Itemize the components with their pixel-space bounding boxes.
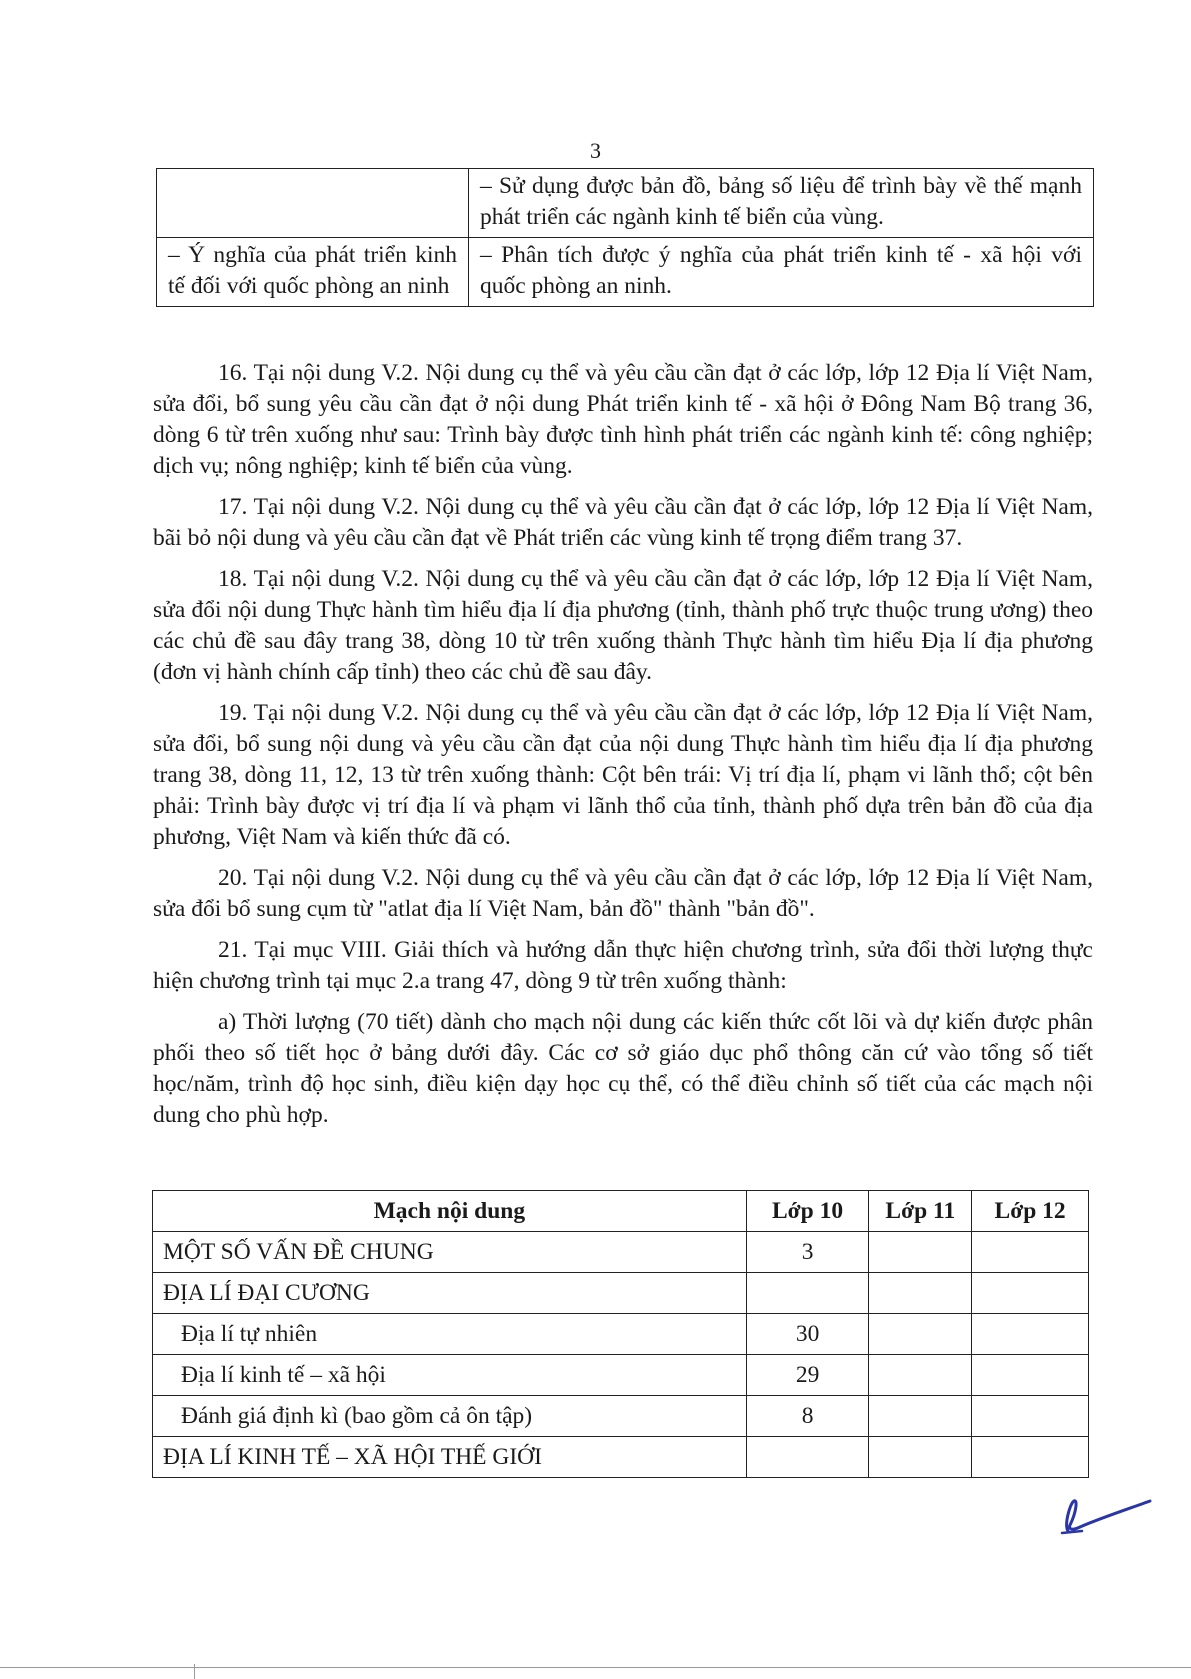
grade-11-value (869, 1355, 972, 1396)
row-label: Địa lí tự nhiên (153, 1314, 747, 1355)
row-label: ĐỊA LÍ ĐẠI CƯƠNG (153, 1273, 747, 1314)
grade-12-value (972, 1273, 1089, 1314)
header-grade-12: Lớp 12 (972, 1191, 1089, 1232)
paragraph-16: 16. Tại nội dung V.2. Nội dung cụ thể và yêu cầu cần đạt ở các lớp, lớp 12 Địa lí Việt Nam, sửa đổi, bổ sung yêu cầu cần đạt ở nội dung Phát triển kinh tế - xã hội ở Đông Nam Bộ trang 36, dòng 6 từ trên xuống như sau: Trình bày được tình hình phát triển các ngành kinh tế: công nghiệp; dịch vụ; nông nghiệp; kinh tế biển của vùng. (153, 360, 1093, 479)
table-row (157, 169, 1094, 238)
table-row (153, 1232, 1089, 1273)
requirement-cell: – Phân tích được ý nghĩa của phát triển kinh tế - xã hội với quốc phòng an ninh. (469, 238, 1094, 307)
grade-12-value (972, 1437, 1089, 1478)
grade-12-value (972, 1232, 1089, 1273)
table-header-row (153, 1191, 1089, 1232)
grade-10-value: 30 (746, 1314, 869, 1355)
grade-11-value (869, 1396, 972, 1437)
content-cell: – Ý nghĩa của phát triển kinh tế đối với quốc phòng an ninh (157, 238, 469, 307)
row-label: MỘT SỐ VẤN ĐỀ CHUNG (153, 1232, 747, 1273)
paragraph-21: 21. Tại mục VIII. Giải thích và hướng dẫn thực hiện chương trình, sửa đổi thời lượng thực hiện chương trình tại mục 2.a trang 47, dòng 9 từ trên xuống thành: (153, 937, 1093, 994)
row-label: ĐỊA LÍ KINH TẾ – XÃ HỘI THẾ GIỚI (153, 1437, 747, 1478)
grade-11-value (869, 1437, 972, 1478)
initials-signature (1058, 1495, 1153, 1535)
grade-11-value (869, 1273, 972, 1314)
paragraph-21a: a) Thời lượng (70 tiết) dành cho mạch nội dung các kiến thức cốt lõi và dự kiến được phân phối theo số tiết học ở bảng dưới đây. Các cơ sở giáo dục phổ thông căn cứ vào tổng số tiết học/năm, trình độ học sinh, điều kiện dạy học cụ thể, có thể điều chỉnh số tiết của các mạch nội dung cho phù hợp. (153, 1009, 1093, 1128)
header-content-strand: Mạch nội dung (153, 1191, 747, 1232)
grade-12-value (972, 1314, 1089, 1355)
table-row (153, 1314, 1089, 1355)
scan-edge-line (0, 1667, 1191, 1668)
grade-10-value: 3 (746, 1232, 869, 1273)
grade-12-value (972, 1396, 1089, 1437)
header-grade-10: Lớp 10 (746, 1191, 869, 1232)
table-row (153, 1273, 1089, 1314)
grade-10-value: 29 (746, 1355, 869, 1396)
grade-11-value (869, 1314, 972, 1355)
scan-edge-tick (194, 1664, 195, 1679)
requirements-table-continuation (156, 168, 1094, 307)
table-row (153, 1396, 1089, 1437)
row-label: Đánh giá định kì (bao gồm cả ôn tập) (153, 1396, 747, 1437)
paragraph-20: 20. Tại nội dung V.2. Nội dung cụ thể và yêu cầu cần đạt ở các lớp, lớp 12 Địa lí Việt Nam, sửa đổi bổ sung cụm từ "atlat địa lí Việt Nam, bản đồ" thành "bản đồ". (153, 865, 1093, 922)
grade-10-value: 8 (746, 1396, 869, 1437)
content-cell (157, 169, 469, 238)
paragraph-19: 19. Tại nội dung V.2. Nội dung cụ thể và yêu cầu cần đạt ở các lớp, lớp 12 Địa lí Việt Nam, sửa đổi, bổ sung nội dung và yêu cầu cần đạt của nội dung Thực hành tìm hiểu địa lí địa phương trang 38, dòng 11, 12, 13 từ trên xuống thành: Cột bên trái: Vị trí địa lí, phạm vi lãnh thổ; cột bên phải: Trình bày được vị trí địa lí và phạm vi lãnh thổ của tỉnh, thành phố dựa trên bản đồ của địa phương, Việt Nam và kiến thức đã có. (153, 700, 1093, 850)
page-number: 3 (590, 138, 601, 163)
table-row (157, 238, 1094, 307)
table-row (153, 1437, 1089, 1478)
grade-10-value (746, 1437, 869, 1478)
lesson-allocation-table (152, 1190, 1089, 1478)
document-body (153, 358, 1093, 1141)
row-label: Địa lí kinh tế – xã hội (153, 1355, 747, 1396)
requirement-cell: – Sử dụng được bản đồ, bảng số liệu để trình bày về thế mạnh phát triển các ngành kinh tế biển của vùng. (469, 169, 1094, 238)
header-grade-11: Lớp 11 (869, 1191, 972, 1232)
grade-12-value (972, 1355, 1089, 1396)
grade-10-value (746, 1273, 869, 1314)
grade-11-value (869, 1232, 972, 1273)
paragraph-17: 17. Tại nội dung V.2. Nội dung cụ thể và yêu cầu cần đạt ở các lớp, lớp 12 Địa lí Việt Nam, bãi bỏ nội dung và yêu cầu cần đạt về Phát triển các vùng kinh tế trọng điểm trang 37. (153, 494, 1093, 551)
table-row (153, 1355, 1089, 1396)
paragraph-18: 18. Tại nội dung V.2. Nội dung cụ thể và yêu cầu cần đạt ở các lớp, lớp 12 Địa lí Việt Nam, sửa đổi nội dung Thực hành tìm hiểu địa lí địa phương (tỉnh, thành phố trực thuộc trung ương) theo các chủ đề sau đây trang 38, dòng 10 từ trên xuống thành Thực hành tìm hiểu Địa lí địa phương (đơn vị hành chính cấp tỉnh) theo các chủ đề sau đây. (153, 566, 1093, 685)
